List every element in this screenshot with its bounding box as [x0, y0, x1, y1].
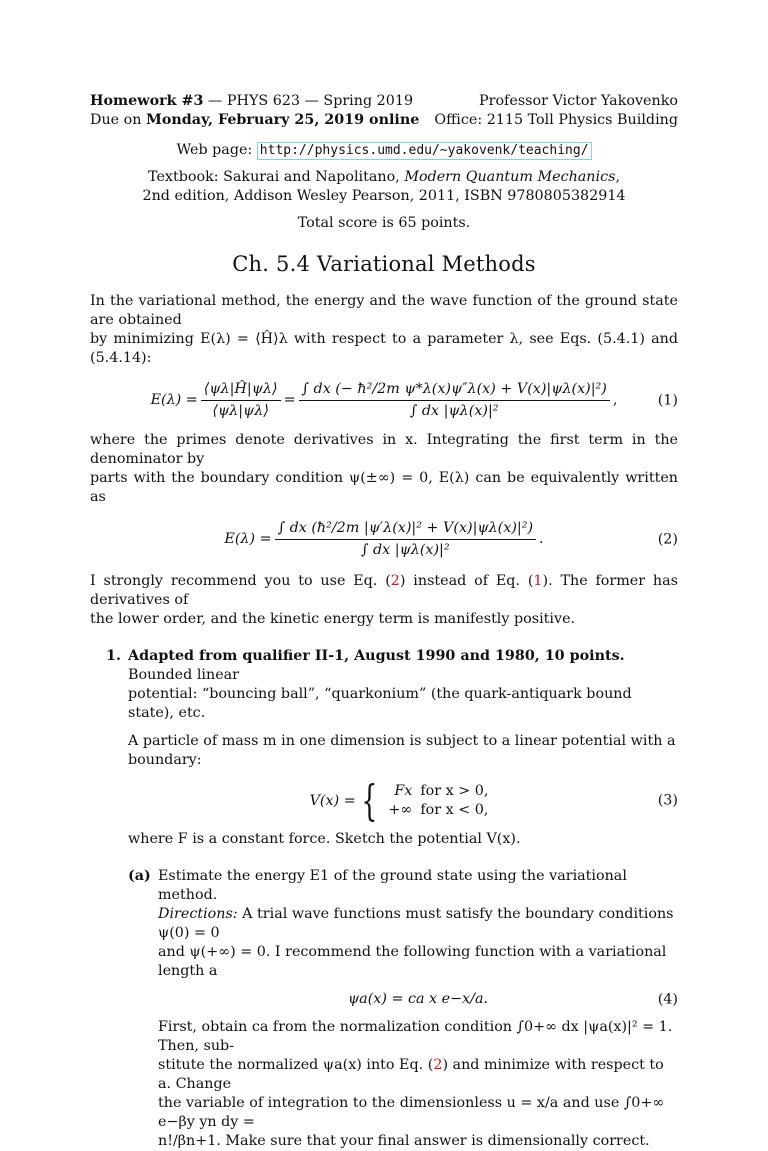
directions-label: Directions: — [158, 906, 238, 922]
textbook-suffix: , — [615, 169, 620, 185]
textbook-edition: 2nd edition, Addison Wesley Pearson, 2011, ISBN 9780805382914 — [142, 188, 626, 204]
part-a-last-2a: stitute the normalized ψa(x) into Eq. ( — [158, 1057, 434, 1073]
intro-line-1: In the variational method, the energy and the wave function of the ground state are obtained — [90, 293, 678, 328]
eq2-numerator: ∫ dx (ħ²/2m |ψ′λ(x)|² + V(x)|ψλ(x)|²) — [275, 519, 536, 540]
professor-name: Professor Victor Yakovenko — [479, 93, 678, 109]
eq4-expression: ψa(x) = ca x e−x/a. — [347, 991, 489, 1007]
part-a-line-1: Estimate the energy E1 of the ground state using the variational method. — [158, 868, 627, 903]
header-right — [434, 92, 678, 130]
eq3-lhs: V(x) = — [309, 792, 356, 809]
part-a-last-line-1: First, obtain ca from the normalization condition ∫0+∞ dx |ψa(x)|² = 1. Then, sub- — [158, 1019, 673, 1054]
webpage-link[interactable]: http://physics.umd.edu/~yakovenk/teaching/ — [257, 142, 592, 160]
problem-1 — [106, 647, 678, 1151]
eq4-number: (4) — [657, 991, 678, 1007]
problem-1-body — [128, 647, 678, 1151]
problem-1-title-rest: Bounded linear — [128, 667, 240, 683]
paragraph-2 — [90, 431, 678, 507]
problem-1-paragraph: A particle of mass m in one dimension is subject to a linear potential with a boundary: — [128, 733, 676, 768]
textbook-title: Modern Quantum Mechanics — [404, 169, 616, 185]
eq1-number: (1) — [657, 392, 678, 408]
eq3-brace: { — [361, 776, 378, 825]
problem-1-after-eq: where F is a constant force. Sketch the potential V(x). — [128, 831, 521, 847]
course-term: — PHYS 623 — Spring 2019 — [203, 93, 414, 109]
textbook-info — [90, 168, 678, 206]
eq2-number: (2) — [657, 531, 678, 547]
equation-2 — [90, 519, 678, 560]
eq3-case1-condition: for x > 0, — [420, 783, 489, 799]
eq2-lhs: E(λ) = — [224, 531, 272, 547]
para2-line-2: parts with the boundary condition ψ(±∞) = 0, E(λ) can be equivalently written as — [90, 470, 678, 505]
equation-3 — [128, 776, 678, 825]
part-a-label: (a) — [128, 868, 151, 884]
eq1-frac2-numerator: ∫ dx (− ħ²/2m ψ*λ(x)ψ″λ(x) + V(x)|ψλ(x)|²) — [299, 380, 610, 401]
document-page — [90, 92, 678, 1151]
eq1-frac2-denominator: ∫ dx |ψλ(x)|² — [409, 403, 499, 419]
eq-ref-2-part-a[interactable]: 2 — [433, 1057, 443, 1073]
equation-4 — [158, 990, 678, 1009]
eq3-number: (3) — [657, 792, 678, 809]
eq1-equals: = — [283, 392, 296, 408]
due-date: Monday, February 25, 2019 online — [146, 112, 420, 128]
webpage-line — [90, 141, 678, 160]
equation-1 — [90, 380, 678, 421]
office-location: Office: 2115 Toll Physics Building — [434, 112, 678, 128]
eq1-frac1-denominator: ⟨ψλ|ψλ⟩ — [212, 403, 269, 419]
webpage-label: Web page: — [176, 142, 257, 158]
para3-text-c: ). The former has derivatives of — [90, 573, 678, 608]
directions-text: A trial wave functions must satisfy the boundary conditions ψ(0) = 0 — [158, 906, 674, 941]
part-a-last-line-3: the variable of integration to the dimensionless u = x/a and use ∫0+∞ e−βy yn dy = — [158, 1095, 665, 1130]
paragraph-3 — [90, 572, 678, 629]
para3-line-2: the lower order, and the kinetic energy term is manifestly positive. — [90, 611, 576, 627]
eq3-case2-value: +∞ — [388, 802, 413, 818]
homework-number: Homework #3 — [90, 93, 204, 109]
eq1-lhs: E(λ) = — [150, 392, 198, 408]
part-a — [128, 867, 678, 1151]
intro-paragraph — [90, 292, 678, 368]
directions-line-2: and ψ(+∞) = 0. I recommend the following function with a variational length a — [158, 944, 667, 979]
problem-1-title: Adapted from qualifier II-1, August 1990 and 1980, 10 points. — [128, 648, 625, 664]
eq3-case1-value: Fx — [394, 783, 413, 799]
chapter-title: Ch. 5.4 Variational Methods — [232, 252, 536, 276]
eq-ref-1[interactable]: 1 — [533, 573, 543, 589]
due-prefix: Due on — [90, 112, 147, 128]
problem-1-number: 1. — [106, 648, 121, 664]
para2-line-1: where the primes denote derivatives in x. Integrating the first term in the denominator by — [90, 432, 678, 467]
part-a-body — [158, 867, 678, 1151]
para3-text-b: ) instead of Eq. ( — [399, 573, 534, 589]
eq2-denominator: ∫ dx |ψλ(x)|² — [361, 542, 450, 558]
para3-text-a: I strongly recommend you to use Eq. ( — [90, 573, 391, 589]
eq3-cases — [388, 782, 496, 820]
eq2-period: . — [539, 531, 544, 547]
header — [90, 92, 678, 130]
eq1-frac1-numerator: ⟨ψλ|Ĥ|ψλ⟩ — [201, 380, 281, 401]
textbook-prefix: Textbook: Sakurai and Napolitano, — [148, 169, 405, 185]
part-a-last-2b: ) and minimize with respect to a. Change — [158, 1057, 664, 1092]
eq1-fraction-2 — [299, 380, 610, 421]
eq-ref-2[interactable]: 2 — [390, 573, 400, 589]
intro-line-2: by minimizing E(λ) = ⟨Ĥ⟩λ with respect to a parameter λ, see Eqs. (5.4.1) and (5.4.14): — [90, 331, 678, 366]
eq3-case2-condition: for x < 0, — [420, 802, 489, 818]
header-left — [90, 92, 419, 130]
part-a-last-line-4: n!/βn+1. Make sure that your final answer is dimensionally correct. — [158, 1133, 650, 1149]
eq2-fraction — [275, 519, 536, 560]
problem-list — [106, 647, 678, 1151]
total-score: Total score is 65 points. — [297, 215, 471, 231]
eq1-fraction-1 — [201, 380, 281, 421]
problem-1-line-2: potential: “bouncing ball”, “quarkonium” (the quark-antiquark bound state), etc. — [128, 686, 632, 721]
eq1-comma: , — [612, 392, 618, 408]
